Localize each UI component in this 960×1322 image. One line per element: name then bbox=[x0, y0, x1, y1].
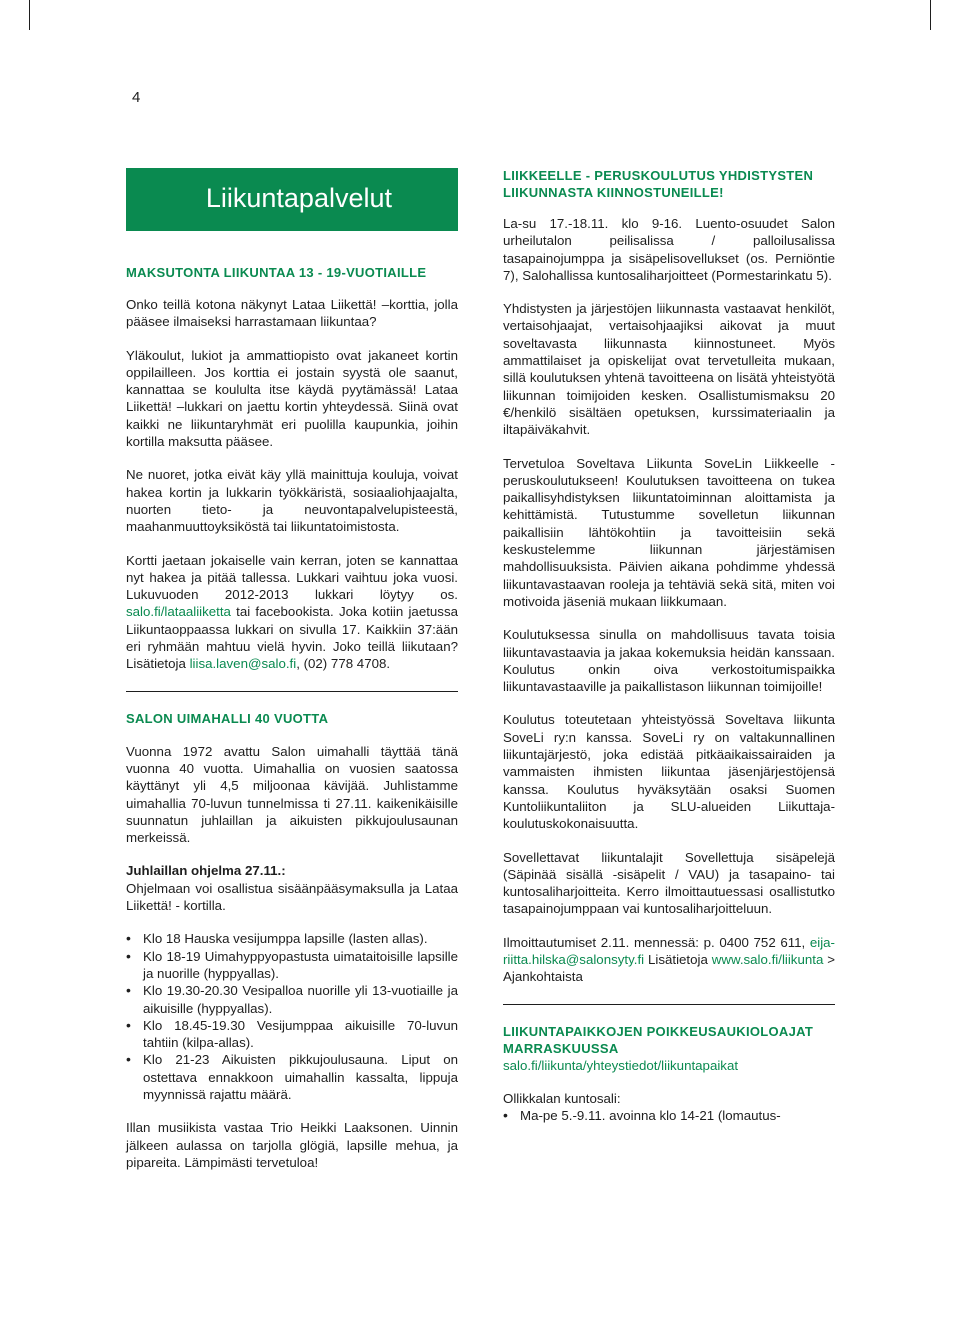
text-segment: , (02) 778 4708. bbox=[296, 656, 391, 672]
paragraph-gym: Ollikkalan kuntosali: bbox=[503, 1090, 621, 1106]
crop-mark-top-right bbox=[930, 0, 931, 30]
page-number: 4 bbox=[132, 89, 141, 106]
paragraph-swimming-hall: Vuonna 1972 avattu Salon uimahalli täyttää tänä vuonna 40 vuotta. Uimahallia on vuosien saatossa käyttänyt yli 4,5 miljoonaa kävijää. Juhlistamme uimahallia 70-luvun tunnelmissa ti 27.11. kaikenikäisille suunnatun juhlaillan ja aikuisten pikkujoulusaunan merkeissä. bbox=[126, 743, 458, 846]
paragraph-intro: Onko teillä kotona näkynyt Lataa Liikettä! –korttia, jolla pääsee ilmaiseksi harrastamaan liikuntaa? bbox=[126, 297, 458, 330]
heading-basic-training: LIIKKEELLE - PERUSKOULUTUS YHDISTYSTEN LIIKUNNASTA KIINNOSTUNEILLE! bbox=[503, 168, 814, 200]
list-item: • Klo 18 Hauska vesijumppa lapsille (lasten allas). bbox=[126, 930, 458, 947]
heading-swimming-hall: SALON UIMAHALLI 40 VUOTTA bbox=[126, 710, 329, 726]
opening-list bbox=[503, 1107, 835, 1124]
list-item: • Klo 18-19 Uimahyppyopastusta uimataitoisille lapsille ja nuorille (hyppyallas). bbox=[126, 948, 458, 983]
list-item: • Klo 19.30-20.30 Vesipalloa nuorille yli 13-vuotiaille ja aikuisille (hyppyallas). bbox=[126, 982, 458, 1017]
paragraph-cooperation: Koulutus toteutetaan yhteistyössä Soveltava liikunta SoveLi ry:n kanssa. SoveLi ry on valtakunnallinen liikuntajärjestö, joka edistää pitkäaikaissairaiden ja vammaisten ihmisten liikuntaa jäsenjärjestöjensä kanssa. Koulutus hyväksytään osaksi Suomen Kuntoliikuntaliiton ja SLU-alueiden Liikuttaja-koulutuskokonaisuutta. bbox=[503, 712, 835, 832]
program-list bbox=[126, 930, 458, 1103]
paragraph-card-info: Yläkoulut, lukiot ja ammattiopisto ovat jakaneet kortin oppilailleen. Jos korttia ei jostain syystä ole saanut, kannattaa se koululta itse käydä pyytämässä! Lataa Liikettä! –lukkari on jaettu kortin yhteydessä. Siinä ovat kaikki ne liikuntaryhmät eri puolilla kaupunkia, joihin kortilla maksutta pääsee. bbox=[126, 347, 458, 450]
text-segment: Lisätietoja bbox=[644, 951, 712, 967]
heading-free-sports: MAKSUTONTA LIIKUNTAA 13 - 19-VUOTIAILLE bbox=[126, 265, 427, 280]
heading-opening-hours: LIIKUNTAPAIKKOJEN POIKKEUSAUKIOLOAJAT MARRASKUUSSA bbox=[503, 1023, 814, 1056]
salo-liikunta-link[interactable]: www.salo.fi/liikunta bbox=[711, 951, 824, 967]
paragraph-registration bbox=[503, 934, 835, 986]
facilities-link[interactable]: salo.fi/liikunta/yhteystiedot/liikuntapaikat bbox=[503, 1057, 739, 1073]
paragraph-welcome: Tervetuloa Soveltava Liikunta SoveLin Liikkeelle -peruskoulutukseen! Koulutuksen tavoitteena on tukea paikallisyhdistyksen liikuntatoiminnan aloittamista ja kehittämistä. Tutustumme sovelletun liikunnan paikallisiin lähtökohtiin ja tavoitteisiin sekä keskustelemme liikunnan järjestämisen mahdollisuuksista. Päivien aikana pohdimme yhdessä liikuntavastaavan rooleja ja tehtäviä sekä sitä, miten voi motivoida jäseniä mukaan liikkumaan. bbox=[503, 455, 835, 609]
left-column bbox=[126, 168, 458, 1171]
divider bbox=[126, 691, 458, 692]
list-item: • Klo 21-23 Aikuisten pikkujoulusauna. Liput on ostettava ennakkoon uimahallin kassalta, lippuja myynnissä rajattu määrä. bbox=[126, 1051, 458, 1103]
paragraph-music: Illan musiikista vastaa Trio Heikki Laaksonen. Uinnin jälkeen aulassa on tarjolla glögiä, lapsille mehua, ja pipareita. Lämpimästi tervetuloa! bbox=[126, 1120, 458, 1170]
paragraph-dates: La-su 17.-18.11. klo 9-16. Luento-osuudet Salon urheilutalon peilisalissa / palloilusalissa tasapainojumppa ja sisäpelisovellukset (os. Perniöntie 7), Salohallissa kuntosaliharjoitteet (Pormestarinkatu 5). bbox=[503, 216, 835, 283]
paragraph-sports-types: Sovellettavat liikuntalajit Sovellettuja sisäpelejä (Säpinää sisällä -sisäpelit / VAU) ja tasapaino- tai kuntosaliharjoitteita. Kerro ilmoittautuessasi osallistutko tasapainojumppaan vai kuntosaliharjoitteluun. bbox=[503, 849, 835, 917]
program-text: Ohjelmaan voi osallistua sisäänpääsymaksulla ja Lataa Liikettä! - kortilla. bbox=[126, 880, 458, 914]
text-segment: Ilmoittautumiset 2.11. mennessä: p. 0400 752 611, bbox=[503, 934, 810, 950]
crop-mark-top-left bbox=[29, 0, 30, 30]
program-title: Juhlaillan ohjelma 27.11.: bbox=[126, 863, 286, 879]
section-banner bbox=[126, 168, 458, 231]
text-segment: tai facebookista. Joka kotiin jaetussa Liikuntaoppaassa lukkari on sivulla 17. Kaikkiin 37:ään eri ryhmään mahtuu vielä hyvin. Joko teillä liikutaan? Lisätietoja bbox=[126, 604, 458, 672]
email-link[interactable]: liisa.laven@salo.fi bbox=[189, 656, 297, 672]
registration-email-link[interactable]: eija-riitta.hilska@salonsyty.fi bbox=[503, 934, 835, 967]
paragraph-audience: Yhdistysten ja järjestöjen liikunnasta vastaavat henkilöt, vertaisohjaajat, vertaisohjaajiksi aikovat ja muut soveltavasta liikunnasta kiinnostuneet. Myös ammattilaiset ja opiskelijat ovat tervetulleita mukaan, sillä koulutuksen yhtenä tavoitteena on lisätä yhteistyötä liikunnan toimijoiden kesken. Osallistumismaksu 20 €/henkilö sisältäen opetuksen, kurssimateriaalin ja iltapäiväkahvit. bbox=[503, 301, 835, 438]
text-segment: > Ajankohtaista bbox=[503, 951, 835, 985]
right-column bbox=[503, 167, 835, 1124]
page-title: Liikuntapalvelut bbox=[205, 183, 392, 213]
paragraph-card-details bbox=[126, 552, 458, 673]
list-item: • Klo 18.45-19.30 Vesijumppaa aikuisille 70-luvun tahtiin (kilpa-allas). bbox=[126, 1017, 458, 1052]
paragraph-other-youth: Ne nuoret, jotka eivät käy yllä mainittuja kouluja, voivat hakea kortin ja lukkarin työkkäristä, sosiaaliohjaajalta, nuorten tieto- ja neuvontapalvelupisteestä, maahanmuuttoyksiköstä tai liikuntatoimistosta. bbox=[126, 467, 458, 535]
list-item: • Ma-pe 5.-9.11. avoinna klo 14-21 (lomautus- bbox=[503, 1107, 835, 1124]
divider bbox=[503, 1004, 835, 1005]
paragraph-networking: Koulutuksessa sinulla on mahdollisuus tavata toisia liikuntavastaavia ja jakaa kokemuksia heidän kanssaan. Koulutus onkin oiva verkostoitumispaikka liikuntavastaaville ja paikallistason liikunnan toimijoille! bbox=[503, 627, 835, 695]
lataaliiketta-link[interactable]: salo.fi/lataaliiketta bbox=[126, 604, 231, 620]
text-segment: Kortti jaetaan jokaiselle vain kerran, joten se kannattaa nyt hakea ja pitää tallessa. Lukkari vaihtuu joka vuosi. Lukuvuoden 2012-2013 lukkari löytyy os. bbox=[126, 552, 458, 603]
